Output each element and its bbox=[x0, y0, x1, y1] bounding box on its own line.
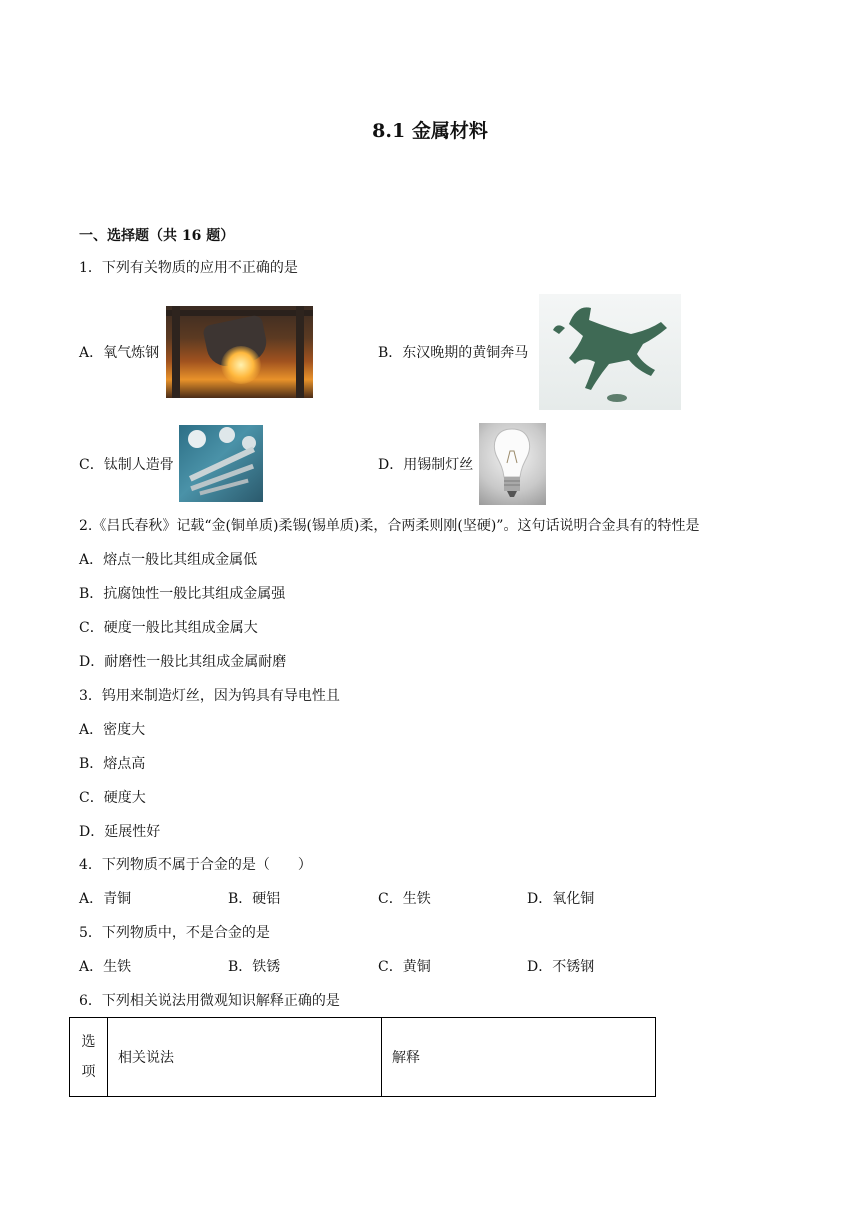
table-row bbox=[70, 1018, 656, 1097]
table-header-option bbox=[70, 1018, 108, 1097]
q4-option-d: D．氧化铜 bbox=[527, 891, 595, 907]
q3-option-a: A．密度大 bbox=[79, 722, 146, 738]
q5-option-b: B．铁锈 bbox=[228, 959, 281, 975]
q2-option-b: B．抗腐蚀性一般比其组成金属强 bbox=[79, 586, 286, 602]
q1-stem: 1．下列有关物质的应用不正确的是 bbox=[79, 260, 298, 276]
q4-option-b: B．硬铝 bbox=[228, 891, 281, 907]
table-header-statement: 相关说法 bbox=[108, 1018, 382, 1097]
titanium-implant-image bbox=[179, 425, 263, 502]
light-bulb-image bbox=[479, 423, 546, 505]
q1-option-a: A．氧气炼钢 bbox=[79, 345, 160, 361]
q2-option-d: D．耐磨性一般比其组成金属耐磨 bbox=[79, 654, 287, 670]
q6-stem: 6．下列相关说法用微观知识解释正确的是 bbox=[79, 993, 340, 1009]
q5-option-a: A．生铁 bbox=[79, 959, 132, 975]
q6-table bbox=[69, 1017, 656, 1097]
bronze-horse-image bbox=[539, 294, 681, 410]
q5-stem: 5．下列物质中，不是合金的是 bbox=[79, 925, 270, 941]
page-title: 8.1 金属材料 bbox=[372, 120, 488, 142]
steelmaking-furnace-image bbox=[166, 306, 313, 398]
q3-option-d: D．延展性好 bbox=[79, 824, 161, 840]
q1-option-d: D．用锡制灯丝 bbox=[378, 457, 474, 473]
q3-option-c: C．硬度大 bbox=[79, 790, 146, 806]
q5-option-c: C．黄铜 bbox=[378, 959, 431, 975]
table-header-explanation: 解释 bbox=[382, 1018, 656, 1097]
q5-option-d: D．不锈钢 bbox=[527, 959, 595, 975]
q1-option-b: B．东汉晚期的黄铜奔马 bbox=[378, 345, 529, 361]
q4-option-c: C．生铁 bbox=[378, 891, 431, 907]
table-header-option-line2: 项 bbox=[81, 1064, 96, 1080]
q4-stem: 4．下列物质不属于合金的是（ ） bbox=[79, 857, 312, 873]
q2-stem: 2.《吕氏春秋》记载“金(铜单质)柔锡(锡单质)柔，合两柔则刚(坚硬)”。这句话说明合金具有的特性是 bbox=[79, 518, 700, 534]
q2-option-c: C．硬度一般比其组成金属大 bbox=[79, 620, 258, 636]
section-heading: 一、选择题（共 16 题） bbox=[79, 228, 235, 244]
q2-option-a: A．熔点一般比其组成金属低 bbox=[79, 552, 258, 568]
q3-stem: 3．钨用来制造灯丝，因为钨具有导电性且 bbox=[79, 688, 340, 704]
q3-option-b: B．熔点高 bbox=[79, 756, 146, 772]
q1-option-c: C．钛制人造骨 bbox=[79, 457, 174, 473]
table-header-option-line1: 选 bbox=[81, 1034, 96, 1050]
q4-option-a: A．青铜 bbox=[79, 891, 132, 907]
